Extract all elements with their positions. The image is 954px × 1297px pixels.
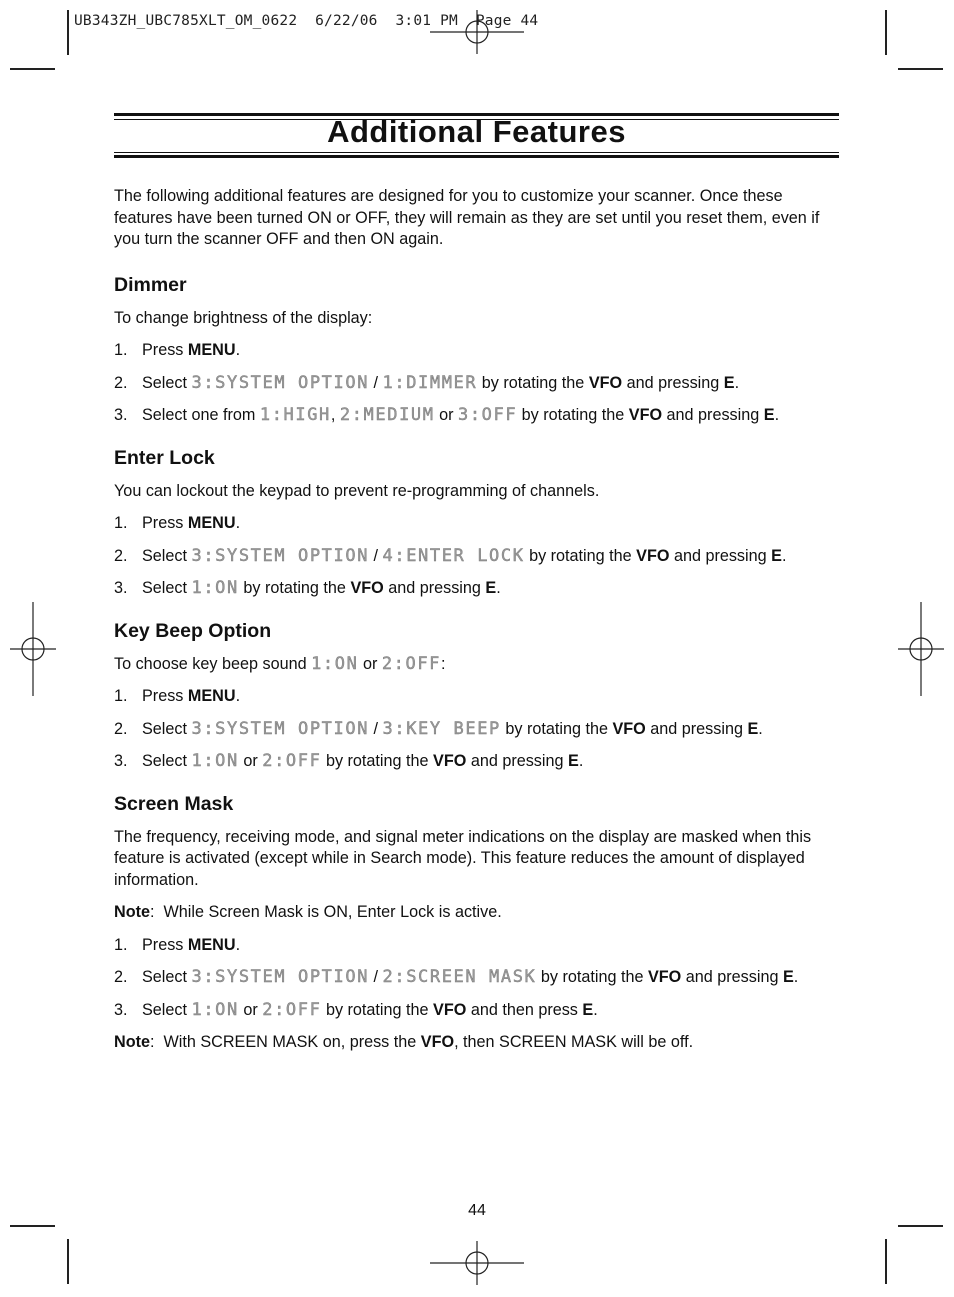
vfo-key: VFO [628,406,663,424]
e-key: E [763,406,775,424]
lcd-system-option: 3:SYSTEM OPTION [191,967,370,987]
lcd-on: 1:ON [191,999,239,1020]
section-dimmer [114,273,839,427]
vfo-key: VFO [588,373,623,392]
heading-dimmer: Dimmer [114,273,187,296]
lcd-off: 3:OFF [457,405,518,425]
crop-mark-top-left-h [10,68,55,70]
list-item: 2. Select 3:SYSTEM OPTION / 4:ENTER LOCK by rotating the VFO and pressing E. [114,545,787,566]
list-item: 3. Select 1:ON or 2:OFF by rotating the VFO and pressing E. [114,751,584,771]
intro-paragraph: The following additional features are designed for you to customize your scanner. Once these features have been turned ON or OFF, they will remain as they are set until you reset them, even if you turn the scanner OFF and then ON again. [114,187,820,248]
list-item: 3. Select one from 1:HIGH, 2:MEDIUM or 3:OFF by rotating the VFO and pressing E. [114,405,780,425]
lcd-high: 1:HIGH [259,405,331,425]
lcd-screen-mask: 2:SCREEN MASK [382,967,537,987]
lcd-enter-lock: 4:ENTER LOCK [382,545,525,566]
lcd-system-option: 3:SYSTEM OPTION [191,718,370,739]
e-key: E [771,546,782,565]
lcd-key-beep: 3:KEY BEEP [382,718,501,739]
e-key: E [582,1000,594,1019]
screen-mask-steps [114,935,839,1022]
vfo-key: VFO [420,1033,455,1051]
vfo-key: VFO [433,752,467,770]
screen-mask-note-1: Note: While Screen Mask is ON, Enter Lock is active. [114,903,502,921]
page-number: 44 [468,1202,486,1219]
list-item: 1. Press MENU. [114,935,241,954]
list-item: 3. Select 1:ON or 2:OFF by rotating the VFO and then press E. [114,999,598,1020]
e-key: E [723,373,735,392]
page-title: Additional Features [327,114,626,149]
heading-screen-mask: Screen Mask [114,792,234,815]
key-beep-steps [114,686,839,773]
lcd-system-option: 3:SYSTEM OPTION [191,372,370,393]
lcd-system-option: 3:SYSTEM OPTION [191,545,370,566]
lcd-dimmer: 1:DIMMER [382,372,478,393]
lcd-medium: 2:MEDIUM [339,405,435,425]
section-screen-mask [114,792,839,1054]
crop-mark-bottom-right-h [898,1225,943,1227]
crop-mark-bottom-left-v [67,1239,69,1284]
lcd-off: 2:OFF [262,999,322,1020]
page-content [114,186,839,1054]
heading-key-beep: Key Beep Option [114,619,272,642]
vfo-key: VFO [433,1000,467,1019]
lcd-on: 1:ON [191,751,239,771]
screen-mask-note-2: Note: With SCREEN MASK on, press the VFO, then SCREEN MASK will be off. [114,1033,694,1051]
dimmer-description: To change brightness of the display: [114,308,373,327]
list-item: 2. Select 3:SYSTEM OPTION / 3:KEY BEEP by rotating the VFO and pressing E. [114,718,763,739]
list-item: 1. Press MENU. [114,514,241,532]
vfo-key: VFO [647,968,682,986]
lcd-on: 1:ON [311,653,359,674]
section-key-beep [114,619,839,773]
title-rule-bottom-thick [114,155,839,158]
e-key: E [747,719,759,738]
lcd-off: 2:OFF [381,653,442,674]
e-key: E [568,752,579,770]
lcd-on: 1:ON [191,578,239,598]
vfo-key: VFO [612,719,646,738]
section-enter-lock [114,446,839,600]
list-item: 1. Press MENU. [114,687,241,705]
registration-mark-top-icon [430,10,524,54]
enter-lock-steps [114,513,839,600]
registration-mark-left-icon [10,602,56,696]
crop-mark-top-left-v [67,10,69,55]
lcd-off: 2:OFF [262,751,322,771]
list-item: 2. Select 3:SYSTEM OPTION / 2:SCREEN MASK by rotating the VFO and pressing E. [114,967,799,987]
print-slug: UB343ZH_UBC785XLT_OM_0622 6/22/06 3:01 PM Page 44 [74,13,539,29]
enter-lock-description: You can lockout the keypad to prevent re-programming of channels. [114,481,600,500]
crop-mark-top-right-v [885,10,887,55]
vfo-key: VFO [350,579,384,597]
key-beep-description: To choose key beep sound 1:ON or 2:OFF: [114,653,446,674]
list-item: 1. Press MENU. [114,341,241,359]
menu-key: MENU [187,687,236,705]
menu-key: MENU [187,935,236,954]
e-key: E [485,579,497,597]
menu-key: MENU [187,341,236,359]
title-rule-bottom-thin [114,152,839,153]
vfo-key: VFO [636,546,670,565]
registration-mark-bottom-icon [430,1241,524,1285]
heading-enter-lock: Enter Lock [114,446,215,469]
list-item: 3. Select 1:ON by rotating the VFO and pressing E. [114,578,501,598]
menu-key: MENU [187,514,236,532]
list-item: 2. Select 3:SYSTEM OPTION / 1:DIMMER by rotating the VFO and pressing E. [114,372,740,393]
crop-mark-bottom-left-h [10,1225,55,1227]
crop-mark-top-right-h [898,68,943,70]
crop-mark-bottom-right-v [885,1239,887,1284]
registration-mark-right-icon [898,602,944,696]
screen-mask-description: The frequency, receiving mode, and signal meter indications on the display are masked when this feature is activated (except while in Search mode). This feature reduces the amount of displayed information. [114,827,812,889]
e-key: E [782,968,794,986]
dimmer-steps [114,340,839,427]
